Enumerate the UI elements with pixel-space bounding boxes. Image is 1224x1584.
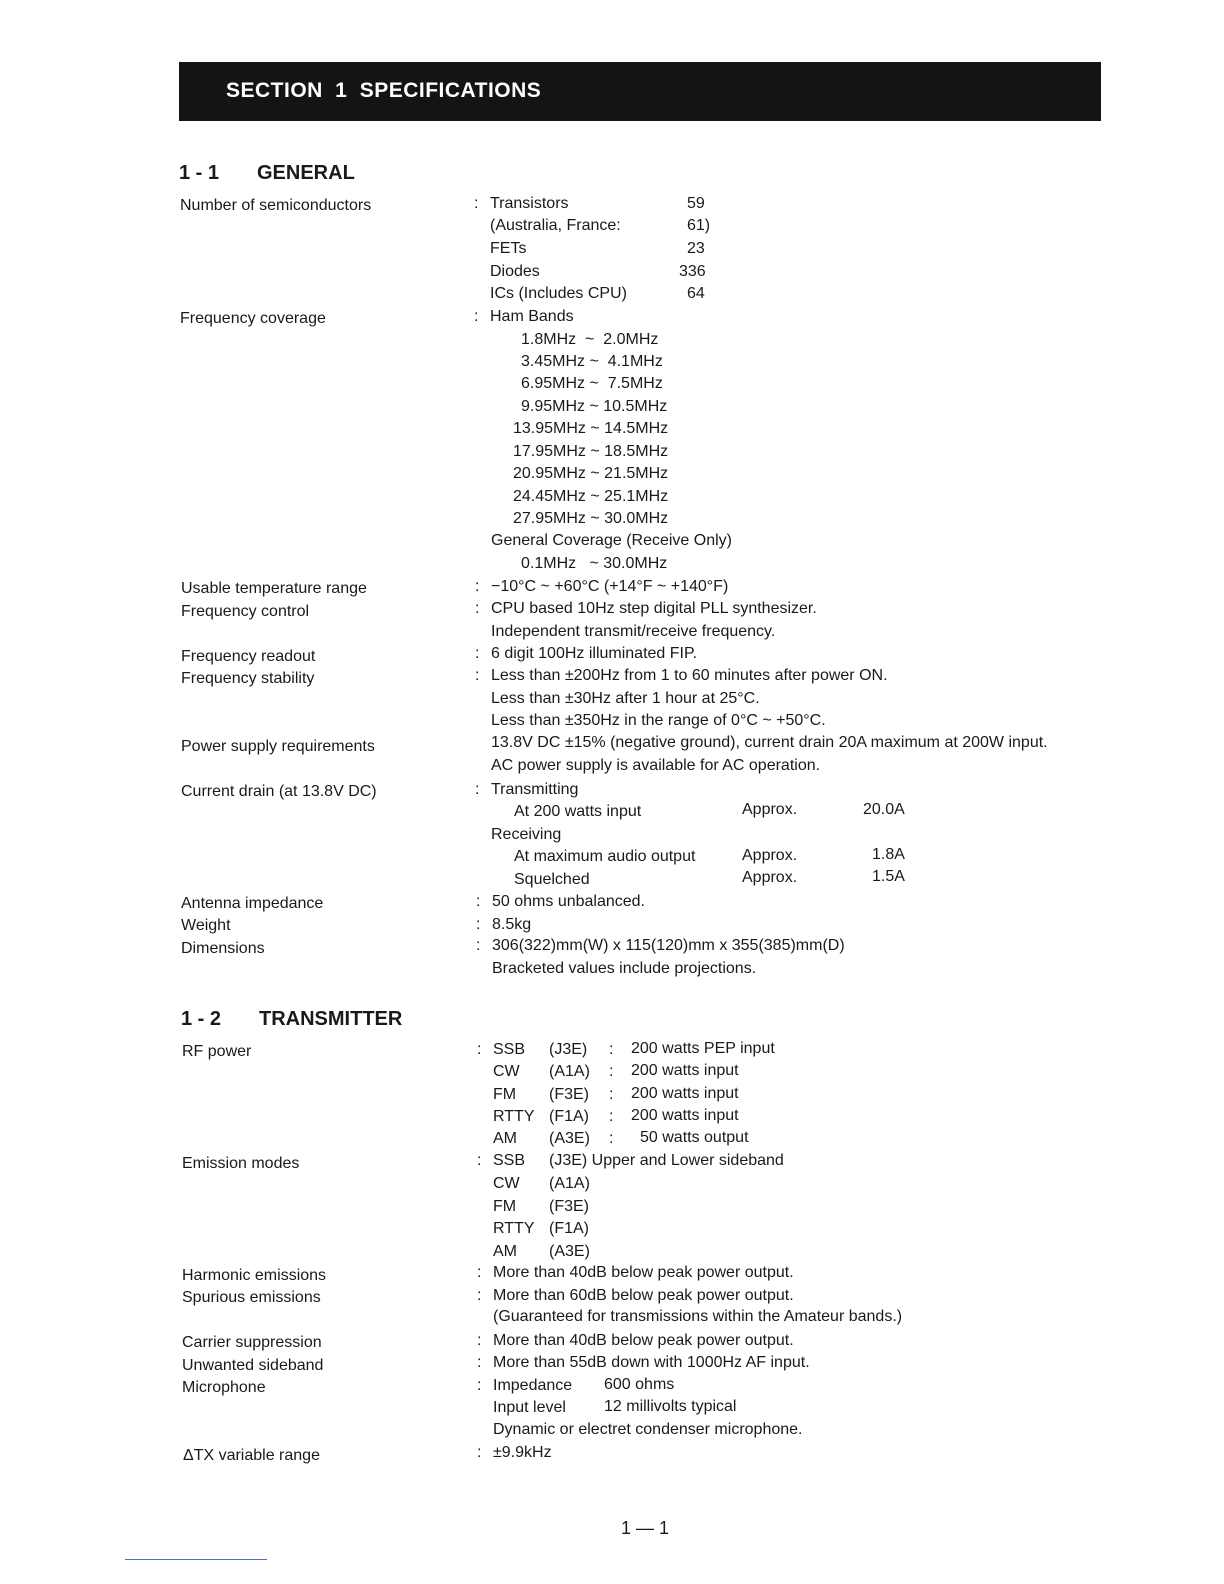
tx-row-label: At 200 watts input [514,803,642,820]
emission-code: (A3E) [549,1243,590,1260]
rf-code: (A3E) [549,1130,590,1147]
unwanted-sideband-label: Unwanted sideband [182,1357,324,1374]
colon: : [474,195,479,212]
emission-code: (F3E) [549,1198,589,1215]
rf-sep: : [609,1086,614,1103]
tx-approx: Approx. [742,801,798,818]
band-item: 3.45MHz ~ 4.1MHz [521,353,663,370]
australia-value: 61) [687,217,711,234]
transmitter-heading-title: TRANSMITTER [259,1008,403,1030]
band-item: 17.95MHz ~ 18.5MHz [513,443,669,460]
freq-stability-line: Less than ±30Hz after 1 hour at 25°C. [491,690,760,707]
rx-squelched-value: 1.5A [872,868,905,885]
general-heading [179,162,355,185]
rf-value: 200 watts PEP input [631,1040,775,1057]
colon: : [477,1041,482,1058]
delta-tx-label: ΔTX variable range [183,1447,320,1464]
transistors-label: Transistors [490,195,569,212]
colon: : [477,1287,482,1304]
harmonic-label: Harmonic emissions [182,1267,327,1284]
spurious-label: Spurious emissions [182,1289,321,1306]
band-item: 20.95MHz ~ 21.5MHz [513,465,669,482]
band-item: 13.95MHz ~ 14.5MHz [513,420,669,437]
freq-readout-label: Frequency readout [181,648,316,665]
temperature-label: Usable temperature range [181,580,367,597]
freq-coverage-label: Frequency coverage [180,310,326,327]
emission-mode: FM [493,1198,517,1215]
colon: : [475,667,480,684]
rf-value: 200 watts input [631,1085,739,1102]
divider [125,1559,267,1560]
general-coverage-label: General Coverage (Receive Only) [491,532,732,549]
rf-value: 50 watts output [640,1129,749,1146]
band-item: 24.45MHz ~ 25.1MHz [513,488,669,505]
band-item: 6.95MHz ~ 7.5MHz [521,375,663,392]
rx-max-approx: Approx. [742,847,798,864]
band-item: 1.8MHz ~ 2.0MHz [521,331,659,348]
mic-impedance-value: 600 ohms [604,1376,675,1393]
rx-max-value: 1.8A [872,846,905,863]
freq-control-line: Independent transmit/receive frequency. [491,623,776,640]
mic-impedance-label: Impedance [493,1377,573,1394]
spurious-line: (Guaranteed for transmissions within the Amateur bands.) [493,1308,903,1325]
general-heading-title: GENERAL [257,162,355,184]
rf-mode: RTTY [493,1108,535,1125]
emission-mode: CW [493,1175,520,1192]
delta-tx-value: ±9.9kHz [493,1444,552,1461]
rf-value: 200 watts input [631,1062,739,1079]
rx-max-label: At maximum audio output [514,848,696,865]
rf-code: (A1A) [549,1063,590,1080]
rf-sep: : [609,1063,614,1080]
general-heading-number: 1 - 1 [179,162,220,184]
colon: : [477,1332,482,1349]
rf-power-label: RF power [182,1043,252,1060]
page-number: 1 — 1 [621,1518,670,1538]
band-item: 9.95MHz ~ 10.5MHz [521,398,668,415]
freq-control-line: CPU based 10Hz step digital PLL synthesizer. [491,600,817,617]
harmonic-value: More than 40dB below peak power output. [493,1264,794,1281]
rf-sep: : [609,1108,614,1125]
transmitter-heading [181,1008,402,1031]
emission-label: Emission modes [182,1155,300,1172]
unwanted-sideband-value: More than 55dB down with 1000Hz AF input. [493,1354,810,1371]
freq-control-label: Frequency control [181,603,310,620]
colon: : [477,1354,482,1371]
emission-code: (F1A) [549,1220,589,1237]
diodes-label: Diodes [490,263,540,280]
semiconductors-label: Number of semiconductors [180,197,372,214]
microphone-label: Microphone [182,1379,266,1396]
antenna-label: Antenna impedance [181,895,324,912]
rf-mode: CW [493,1063,520,1080]
freq-readout-value: 6 digit 100Hz illuminated FIP. [491,645,698,662]
section-title: SECTION 1 SPECIFICATIONS [226,79,542,102]
power-supply-line: AC power supply is available for AC operation. [491,757,821,774]
ics-label: ICs (Includes CPU) [490,285,627,302]
diodes-value: 336 [679,263,706,280]
rf-mode: FM [493,1086,517,1103]
rf-sep: : [609,1130,614,1147]
mic-type: Dynamic or electret condenser microphone. [493,1421,803,1438]
freq-stability-line: Less than ±200Hz from 1 to 60 minutes after power ON. [491,667,888,684]
rf-code: (F3E) [549,1086,589,1103]
colon: : [476,937,481,954]
dimensions-line: 306(322)mm(W) x 115(120)mm x 355(385)mm(D) [492,937,845,954]
colon: : [477,1444,482,1461]
rf-code: (F1A) [549,1108,589,1125]
colon: : [476,893,481,910]
carrier-value: More than 40dB below peak power output. [493,1332,794,1349]
power-supply-line: 13.8V DC ±15% (negative ground), current drain 20A maximum at 200W input. [491,734,1048,751]
colon: : [475,600,480,617]
colon: : [477,1152,482,1169]
ham-bands-label: Ham Bands [490,308,574,325]
emission-code: (J3E) Upper and Lower sideband [549,1152,784,1169]
ics-value: 64 [687,285,705,302]
rf-mode: SSB [493,1041,526,1058]
spurious-line: More than 60dB below peak power output. [493,1287,794,1304]
rx-squelched-label: Squelched [514,871,590,888]
rf-value: 200 watts input [631,1107,739,1124]
australia-label: (Australia, France: [490,217,621,234]
antenna-value: 50 ohms unbalanced. [492,893,645,910]
colon: : [477,1377,482,1394]
colon: : [477,1264,482,1281]
carrier-label: Carrier suppression [182,1334,322,1351]
colon: : [475,645,480,662]
band-item: 27.95MHz ~ 30.0MHz [513,510,669,527]
emission-mode: SSB [493,1152,526,1169]
emission-code: (A1A) [549,1175,590,1192]
freq-stability-label: Frequency stability [181,670,315,687]
receiving-label: Receiving [491,826,562,843]
mic-level-value: 12 millivolts typical [604,1398,737,1415]
weight-value: 8.5kg [492,916,532,933]
rf-code: (J3E) [549,1041,588,1058]
current-drain-label: Current drain (at 13.8V DC) [181,783,377,800]
dimensions-line: Bracketed values include projections. [492,960,757,977]
rf-mode: AM [493,1130,517,1147]
transmitter-heading-number: 1 - 2 [181,1008,222,1030]
fets-label: FETs [490,240,527,257]
rx-squelched-approx: Approx. [742,869,798,886]
dimensions-label: Dimensions [181,940,265,957]
fets-value: 23 [687,240,705,257]
colon: : [476,916,481,933]
emission-mode: RTTY [493,1220,535,1237]
colon: : [474,308,479,325]
transistors-value: 59 [687,195,705,212]
colon: : [475,578,480,595]
transmitting-label: Transmitting [491,781,579,798]
emission-mode: AM [493,1243,517,1260]
freq-stability-line: Less than ±350Hz in the range of 0°C ~ +50°C. [491,712,826,729]
power-supply-label: Power supply requirements [181,738,375,755]
tx-current-value: 20.0A [863,801,905,818]
section-header-banner [179,62,1101,121]
weight-label: Weight [181,917,231,934]
rf-sep: : [609,1041,614,1058]
colon: : [475,781,480,798]
mic-level-label: Input level [493,1399,566,1416]
temperature-value: −10°C ~ +60°C (+14°F ~ +140°F) [491,578,729,595]
general-coverage-range: 0.1MHz ~ 30.0MHz [521,555,668,572]
